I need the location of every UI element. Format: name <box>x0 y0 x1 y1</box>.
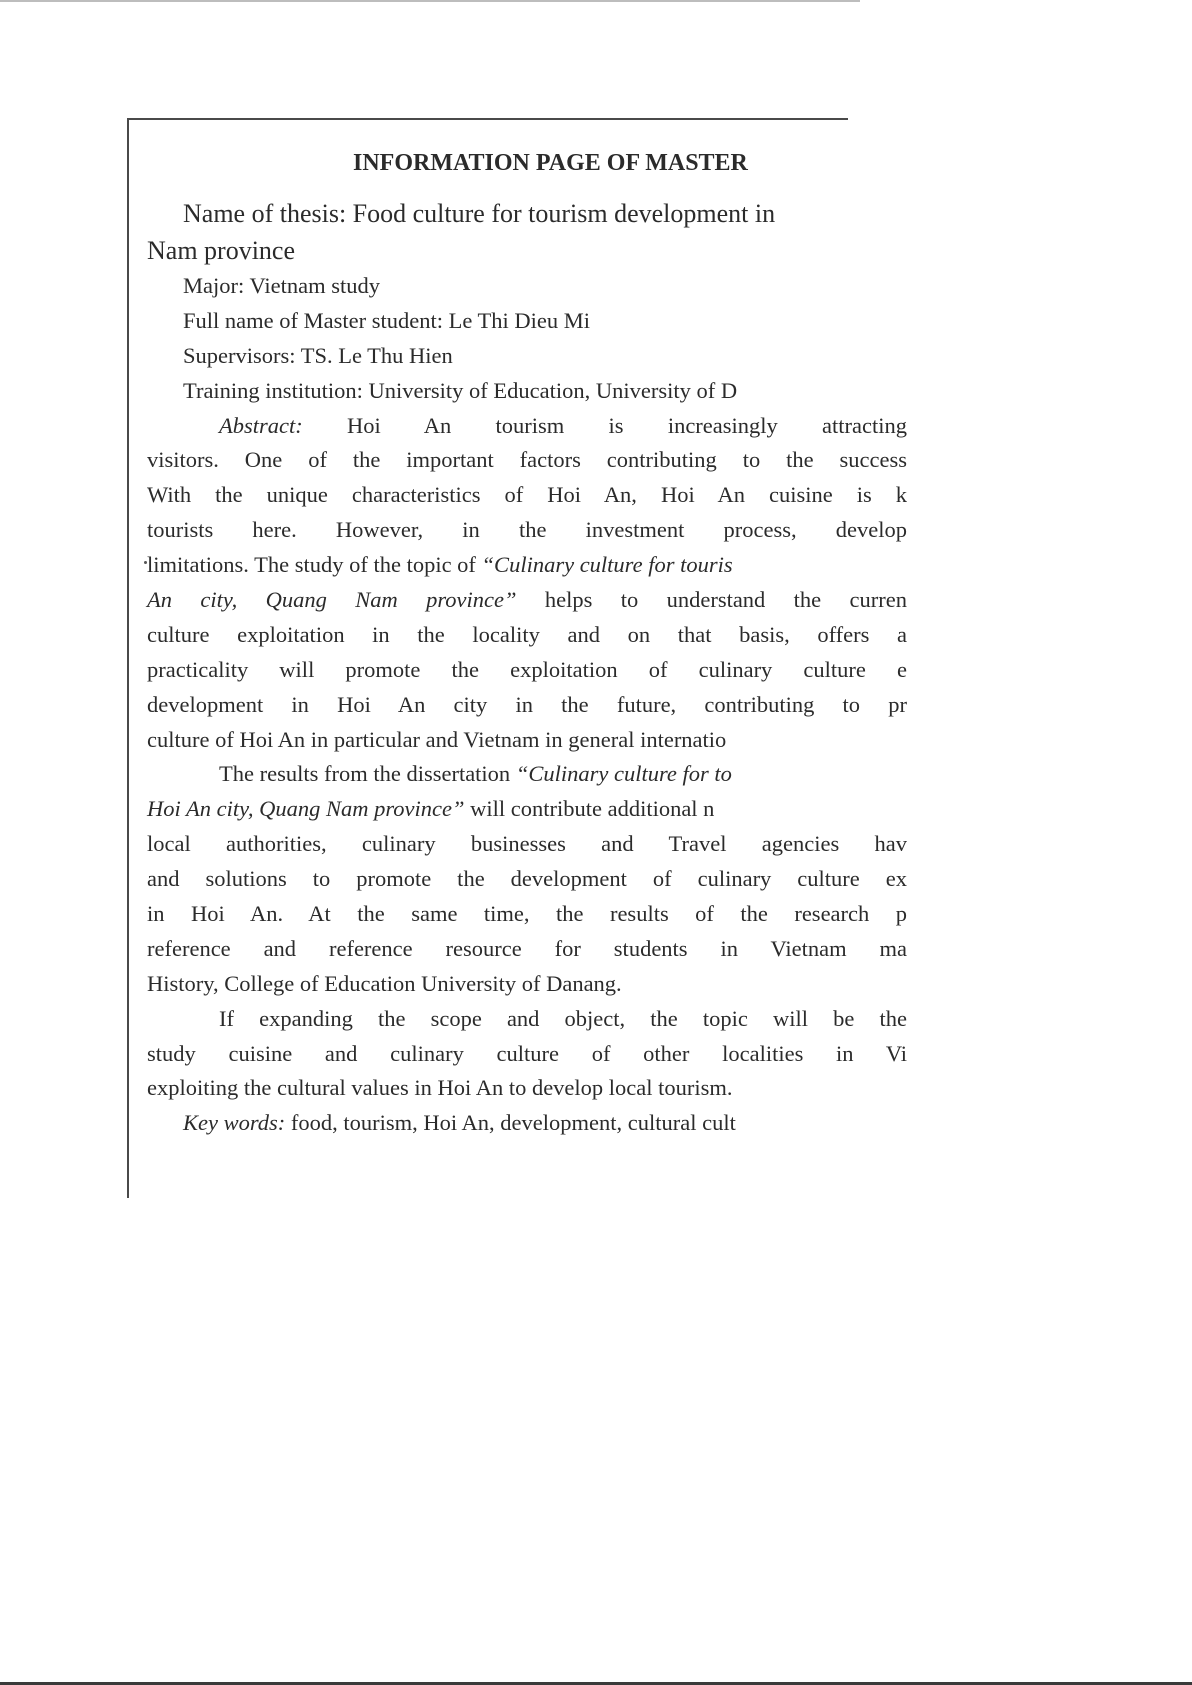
results-line-2: Hoi An city, Quang Nam province” will contribute additional n <box>147 796 715 822</box>
expanding-line-2: study cuisine and culinary culture of other localities in Vi <box>147 1040 907 1066</box>
abstract-line-7: culture exploitation in the locality and on that basis, offers a <box>147 621 907 647</box>
results-line-5: in Hoi An. At the same time, the results of the research p <box>147 901 907 927</box>
dissertation-title-cont: Hoi An city, Quang Nam province” <box>147 796 465 822</box>
expanding-line-3: exploiting the cultural values in Hoi An to develop local tourism. <box>147 1075 733 1101</box>
topic-title: “Culinary culture for touris <box>481 552 733 578</box>
thesis-name: Name of thesis: Food culture for tourism development in <box>183 199 776 228</box>
scanned-page <box>129 120 908 1210</box>
dissertation-title: “Culinary culture for to <box>515 761 732 787</box>
results-line-4: and solutions to promote the development of culinary culture ex <box>147 866 907 892</box>
major: Major: Vietnam study <box>183 273 380 298</box>
abstract-line-9: development in Hoi An city in the future, contributing to pr <box>147 691 907 717</box>
results-line-1: The results from the dissertation “Culinary culture for to <box>219 761 732 787</box>
results-line-3: local authorities, culinary businesses and Travel agencies hav <box>147 831 907 857</box>
abstract-line-4: tourists here. However, in the investment process, develop <box>147 517 907 543</box>
abstract-line-1: Abstract: Hoi An tourism is increasingly attracting <box>219 412 908 438</box>
abstract-line-5: limitations. The study of the topic of “Culinary culture for touris <box>147 552 733 578</box>
abstract-line-10: culture of Hoi An in particular and Vietnam in general internatio <box>147 726 727 752</box>
results-line-6: reference and reference resource for students in Vietnam ma <box>147 935 907 961</box>
abstract-line-2: visitors. One of the important factors contributing to the success <box>147 447 907 473</box>
supervisors: Supervisors: TS. Le Thu Hien <box>183 342 453 368</box>
information-page <box>147 120 907 1141</box>
scan-edge-top <box>0 0 860 2</box>
keywords: Key words: food, tourism, Hoi An, development, cultural cult <box>183 1110 736 1136</box>
student-name: Full name of Master student: Le Thi Dieu Mi <box>183 307 591 333</box>
training-institution: Training institution: University of Education, University of D <box>183 377 738 403</box>
results-line-7: History, College of Education University of Danang. <box>147 970 622 996</box>
page-title: INFORMATION PAGE OF MASTER <box>353 150 748 176</box>
thesis-name-cont: Nam province <box>147 236 296 265</box>
abstract-label: Abstract: <box>219 412 303 438</box>
expanding-line-1: If expanding the scope and object, the topic will be the <box>219 1005 907 1031</box>
topic-title-cont: An city, Quang Nam province” <box>147 587 517 613</box>
abstract-line-8: practicality will promote the exploitation of culinary culture e <box>147 656 907 682</box>
keywords-label: Key words: <box>183 1110 286 1136</box>
abstract-line-6: An city, Quang Nam province” helps to understand the curren <box>147 587 907 613</box>
abstract-line-3: With the unique characteristics of Hoi An, Hoi An cuisine is k <box>147 482 907 508</box>
